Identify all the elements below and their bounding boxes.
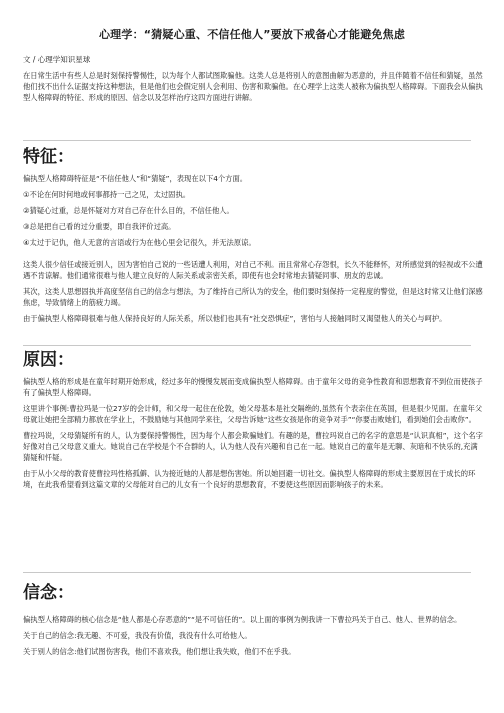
paragraph: 关于自己的信念:我无趣、不可爱，我没有价值，我没有什么可给他人。 (23, 631, 252, 640)
paragraph: 偏执型人格障碍特征是“不信任他人”和“猜疑”，表现在以下4个方面。 (23, 174, 248, 183)
section-beliefs-body (23, 614, 483, 657)
paragraph: 偏执型人格的形成是在童年时期开始形成，经过多年的慢慢发展而变成偏执型人格障碍。由于童年父母的竞争性教育和思想教育不到位而使孩子有了偏执型人格障碍。 (23, 377, 483, 397)
section-heading-causes: 原因： (23, 350, 74, 370)
section-causes-body (23, 376, 483, 490)
section-divider (23, 572, 471, 573)
section-divider (23, 140, 471, 141)
intro-text: 在日常生活中有些人总是时刻保持警惕性，以为每个人都试图欺骗他。这类人总是将别人的意图曲解为恶意的，并且伴随着不信任和猜疑，虽然他们找不出什么证据支持这种想法，但是他们也会假定别人会利用、伤害和欺骗他。在心理学上这类人被称为偏执型人格障碍。下面我会从偏执型人格障碍的特征、形成的原因、信念以及怎样治疗这四方面进行讲解。 (23, 71, 483, 102)
paragraph: 这类人很少信任或接近别人，因为害怕自己说的一些话遭人利用，对自己不利。而且常常心存怨恨，长久不能释怀，对所感觉到的轻视或不公遭遇不肯谅解。他们通常很难与他人建立良好的人际关系或亲密关系，即使有也会时常地去猜疑同事、朋友的忠诚。 (23, 260, 483, 280)
paragraph: 关于别人的信念:他们试图伤害我，他们不喜欢我，他们想让我失败，他们不在乎我。 (23, 647, 296, 656)
paragraph: 由于从小父母的教育使曹拉玛性格孤僻、认为接近她的人都是想伤害她。所以她回避一切社交。偏执型人格障碍的形成主要原因在于成长的环境，在此我希望看到这篇文章的父母能对自己的儿女有一个良好的思想教育，不要使这些原因而影响孩子的未来。 (23, 469, 476, 489)
section-features-body (23, 173, 483, 253)
list-item: ①不论在何时何地或何事都持一己之见，太过固执。 (23, 190, 191, 199)
section-heading-features: 特征： (23, 147, 74, 167)
list-item: ③总是把自己看的过分重要，即自我评价过高。 (23, 222, 176, 231)
paragraph: 由于偏执型人格障碍很难与他人保持良好的人际关系，所以他们也具有“社交恐惧症”，害怕与人接触同时又渴望他人的关心与呵护。 (23, 314, 447, 323)
section-features-body-cont (23, 259, 483, 324)
section-divider (23, 345, 471, 346)
paragraph: 偏执型人格障碍的核心信念是“他人都是心存恶意的”“是不可信任的”。以上面的事例为例我讲一下曹拉玛关于自己、他人、世界的信念。 (23, 615, 462, 624)
paragraph: 其次，这类人思想固执并高度坚信自己的信念与想法，为了维持自己所认为的安全，他们要时刻保持一定程度的警觉，但是这时常又让他们深感焦虑，导致情绪上的筋疲力竭。 (23, 287, 483, 307)
paragraph: 这里讲个事例:曹拉玛是一位27岁的会计师，和父母一起住在伦敦，她父母基本是社交隔绝的,虽然有个表亲住在英国，但是很少见面。在童年父母就让她把全部精力都放在学业上，不鼓励她与其他同学来往，父母告诉她“这些女孩是你的竞争对手”“你要击败她们，看到她们会击败你”。 (23, 404, 483, 424)
author-line: 文 / 心理学知识星球 (23, 55, 91, 64)
paragraph: 曹拉玛说，父母猜疑所有的人，认为要保持警惕性，因为每个人都会欺骗她们。有趣的是，曹拉玛说自己的名字的意思是“认识真相”，这个名字好像对自己父母意义重大。她说自己在学校是个不合群的人，认为他人没有兴趣和自己在一起。她说自己的童年是无聊、灰暗和不快乐的,充满猜疑和忏疑。 (23, 431, 483, 462)
intro-paragraph (23, 70, 483, 103)
list-item: ④太过于记仇，他人无意的言语或行为在他心里会记很久，并无法原谅。 (23, 238, 256, 247)
list-item: ②猜疑心过重，总是怀疑对方对自己存在什么目的，不信任他人。 (23, 206, 234, 215)
document-title: 心理学：“猜疑心重、不信任他人”要放下戒备心才能避免焦虑 (98, 28, 406, 41)
section-heading-beliefs: 信念： (23, 583, 74, 603)
